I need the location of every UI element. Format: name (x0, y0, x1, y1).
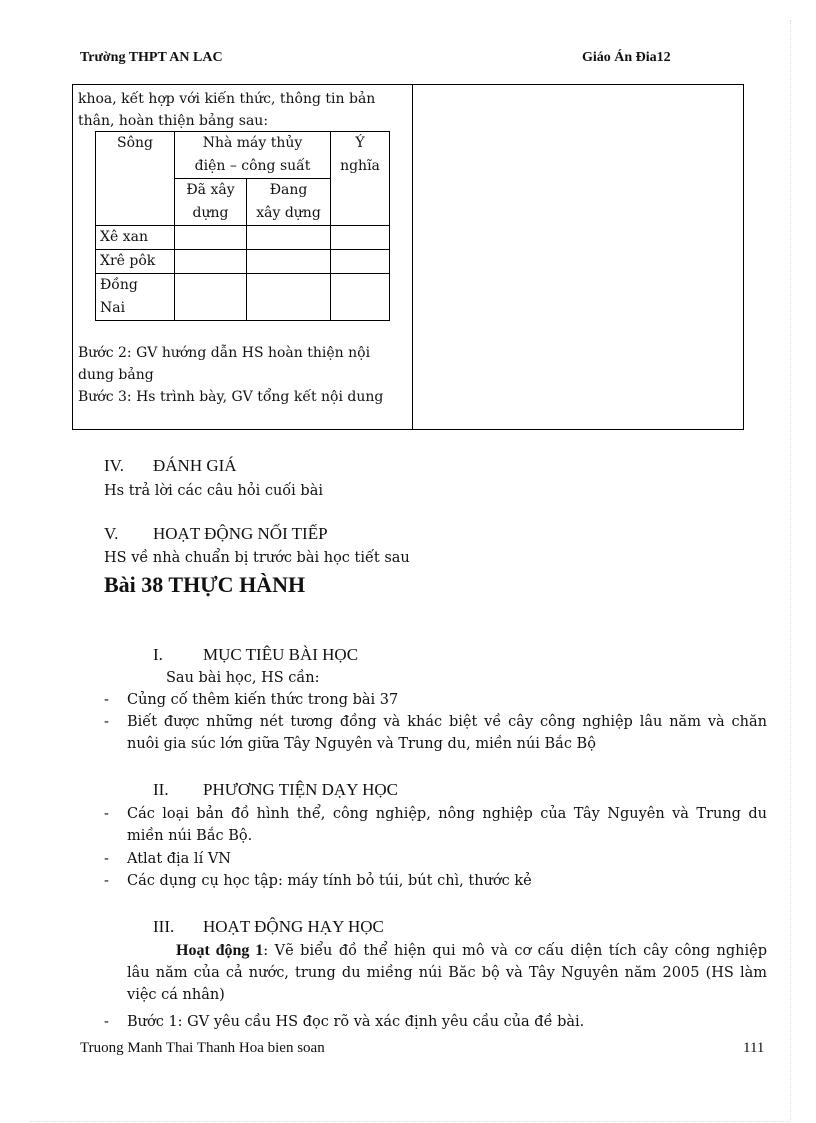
activity-text: việc cá nhân) (127, 987, 225, 1003)
footer-author: Truong Manh Thai Thanh Hoa bien soan (80, 1040, 325, 1056)
bullet-text: Các loại bản đồ hình thể, công nghiệp, nông nghiệp của Tây Nguyên và Trung du (127, 806, 767, 822)
table-cell (331, 226, 390, 250)
bullet-text: Bước 1: GV yêu cầu HS đọc rõ và xác định yêu cầu của đề bài. (127, 1014, 585, 1030)
section-number: I. (153, 645, 163, 664)
box-text-line: khoa, kết hợp với kiến thức, thông tin bản (78, 91, 376, 107)
header-school: Trường THPT AN LAC (80, 50, 223, 65)
lesson-title: Bài 38 THỰC HÀNH (104, 572, 306, 597)
section-text: Hs trả lời các câu hỏi cuối bài (104, 483, 323, 499)
box-step-text: Bước 3: Hs trình bày, GV tổng kết nội dung (78, 389, 384, 405)
activity-text: Hoạt động 1: Vẽ biểu đồ thể hiện qui mô và cơ cấu diện tích cây công nghiệp (176, 942, 767, 959)
column-divider (412, 84, 413, 430)
bullet-text: Biết được những nét tương đồng và khác biệt về cây công nghiệp lâu năm và chăn (127, 714, 767, 730)
table-row-label: Xê xan (96, 226, 175, 250)
section-title: PHƯƠNG TIỆN DẠY HỌC (203, 780, 398, 799)
table-cell (175, 274, 247, 321)
section-text: HS về nhà chuẩn bị trước bài học tiết sau (104, 550, 410, 566)
table-cell (331, 274, 390, 321)
table-header-built: Đã xây dựng (175, 179, 247, 226)
section-title: ĐÁNH GIÁ (153, 456, 237, 475)
bullet-dash: - (104, 851, 109, 867)
hydro-table (95, 131, 390, 321)
section-number: II. (153, 780, 169, 799)
bullet-dash: - (104, 714, 109, 730)
box-text-line: thân, hoàn thiện bảng sau: (78, 113, 269, 129)
page-edge-line (30, 1121, 790, 1122)
table-cell (175, 250, 247, 274)
table-cell (247, 274, 331, 321)
table-header-plant: Nhà máy thủy điện – công suất (175, 132, 331, 179)
page-edge-line (790, 20, 791, 1120)
table-row-label: Đồng Nai (96, 274, 175, 321)
section-intro: Sau bài học, HS cần: (166, 670, 320, 686)
bullet-dash: - (104, 1014, 109, 1030)
table-cell (247, 226, 331, 250)
header-subject: Giáo Án Đia12 (582, 50, 671, 65)
table-header-song: Sông (96, 132, 175, 226)
section-number: V. (104, 524, 119, 543)
box-step-text: Bước 2: GV hướng dẫn HS hoàn thiện nội (78, 345, 371, 361)
table-cell (247, 250, 331, 274)
activity-text: lâu năm của cả nước, trung du miềng núi Băc bộ và Tây Nguyên năm 2005 (HS làm (127, 965, 767, 981)
section-title: MỤC TIÊU BÀI HỌC (203, 645, 359, 664)
box-step-text: dung bảng (78, 367, 154, 383)
bullet-dash: - (104, 806, 109, 822)
section-title: HOẠT ĐỘNG HẠY HỌC (203, 917, 384, 936)
bullet-dash: - (104, 692, 109, 708)
section-number: IV. (104, 456, 124, 475)
bullet-text: nuôi gia súc lớn giữa Tây Nguyên và Trung du, miền núi Bắc Bộ (127, 736, 596, 752)
table-row-label: Xrê pôk (96, 250, 175, 274)
bullet-dash: - (104, 873, 109, 889)
section-title: HOẠT ĐỘNG NỐI TIẾP (153, 524, 328, 543)
bullet-text: Củng cố thêm kiến thức trong bài 37 (127, 692, 399, 708)
table-header-meaning: Ý nghĩa (331, 132, 390, 226)
table-header-building: Đang xây dựng (247, 179, 331, 226)
table-cell (175, 226, 247, 250)
bullet-text: miền núi Bắc Bộ. (127, 828, 253, 844)
section-number: III. (153, 917, 175, 936)
page-number: 111 (743, 1040, 765, 1056)
bullet-text: Các dụng cụ học tập: máy tính bỏ túi, bút chì, thước kẻ (127, 873, 532, 889)
table-cell (331, 250, 390, 274)
bullet-text: Atlat địa lí VN (127, 851, 231, 867)
